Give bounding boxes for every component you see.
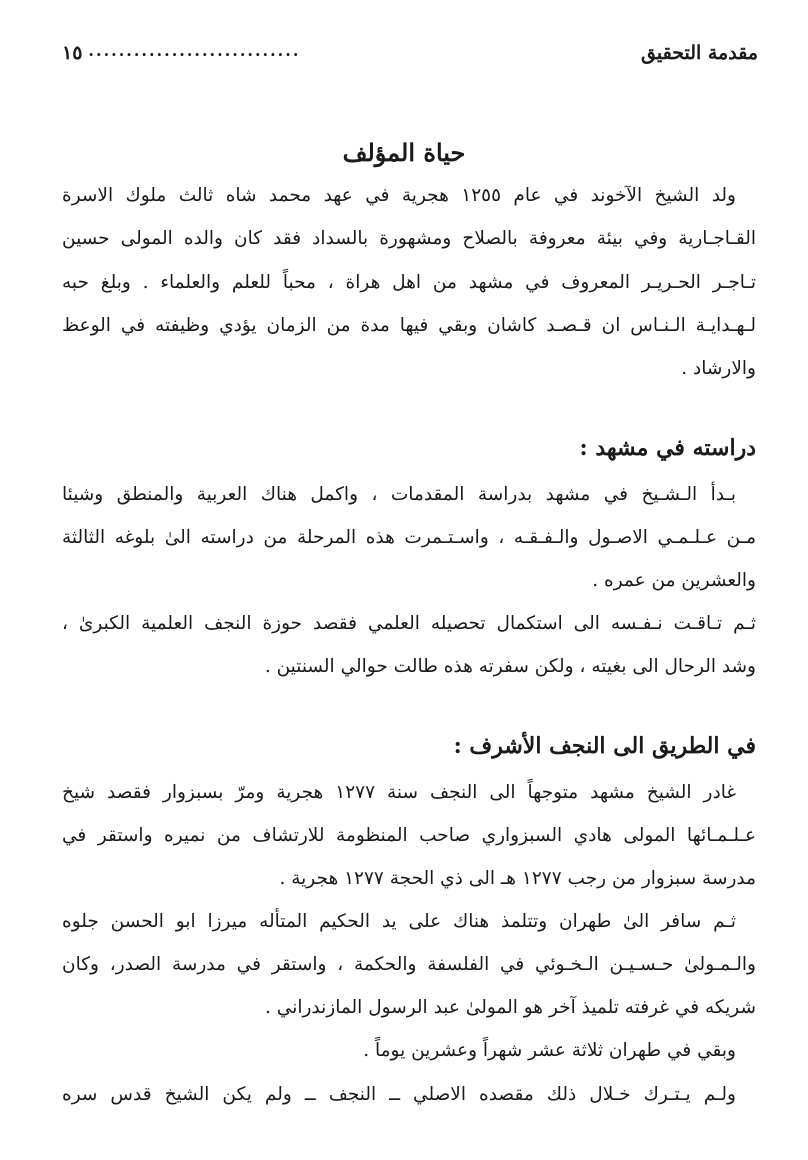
paragraph-line: ولـم يـتـرك خـلال ذلك مقصده الاصلي ــ النجف ــ ولم يكن الشيخ قدس سره bbox=[62, 1084, 736, 1105]
paragraph-line: ثـم تـاقـت نـفـسه الى استكمال تحصيله العلمي فقصد حوزة النجف العلمية الكبرىٰ ، bbox=[62, 613, 756, 634]
paragraph-line: شريكه في غرفته تلميذ آخر هو المولىٰ عبد الرسول المازندراني . bbox=[265, 997, 756, 1018]
paragraph-line: ولد الشيخ الآخوند في عام ١٢٥٥ هجرية في عهد محمد شاه ثالث ملوك الاسرة bbox=[62, 185, 736, 206]
header-title: مقدمة التحقيق bbox=[641, 42, 758, 64]
paragraph-line: وبقي في طهران ثلاثة عشر شهراً وعشرين يوماً . bbox=[363, 1040, 736, 1061]
paragraph-line: غادر الشيخ مشهد متوجهاً الى النجف سنة ١٢٧٧ هجرية ومرّ بسبزوار فقصد شيخ bbox=[62, 782, 737, 803]
paragraph-line: لـهـدايـة الـنـاس ان قـصـد كاشان وبقي فيها مدة من الزمان يؤدي وظيفته في الوعظ bbox=[62, 315, 756, 336]
running-header bbox=[62, 30, 758, 64]
section-title: حياة المؤلف bbox=[342, 138, 466, 167]
paragraph-line: بـدأ الـشـيخ في مشهد بدراسة المقدمات ، واكمل هناك العربية والمنطق وشيئا bbox=[62, 484, 736, 505]
subheading-road-to-najaf: في الطريق الى النجف الأشرف : bbox=[453, 733, 756, 759]
header-dot-leader: ............................ bbox=[88, 41, 301, 60]
paragraph-line: مـن عـلـمـي الاصـول والـفـقـه ، واسـتـمرت هذه المرحلة من دراسته الىٰ بلوغه الثالثة bbox=[62, 527, 756, 548]
paragraph-line: القـاجـارية وفي بيئة معروفة بالصلاح ومشهورة بالسداد فقد كان والده المولى حسين bbox=[62, 228, 756, 249]
paragraph-line: والـمـولىٰ حـسـيـن الـخـوئي في الفلسفة والحكمة ، واستقر في مدرسة الصدر، وكان bbox=[62, 954, 756, 975]
page-number: ١٥ bbox=[62, 42, 83, 64]
paragraph-line: والارشاد . bbox=[681, 358, 756, 379]
paragraph-line: ثـم سافر الىٰ طهران وتتلمذ هناك على يد الحكيم المتأله ميرزا ابو الحسن جلوه bbox=[62, 911, 736, 932]
paragraph-line: تـاجـر الحـريـر المعروف في مشهد من اهل هراة ، محباً للعلم والعلماء . وبلغ حبه bbox=[62, 272, 756, 293]
paragraph-line: وشد الرحال الى بغيته ، ولكن سفرته هذه طالت حوالي السنتين . bbox=[264, 656, 756, 677]
paragraph-line: عـلـمـائها المولى هادي السبزواري صاحب المنظومة للارتشاف من نميره واستقر في bbox=[62, 825, 756, 846]
paragraph-line: والعشرين من عمره . bbox=[592, 570, 756, 591]
paragraph-line: مدرسة سبزوار من رجب ١٢٧٧ هـ الى ذي الحجة ١٢٧٧ هجرية . bbox=[279, 868, 756, 889]
subheading-study-mashhad: دراسته في مشهد : bbox=[579, 435, 756, 461]
